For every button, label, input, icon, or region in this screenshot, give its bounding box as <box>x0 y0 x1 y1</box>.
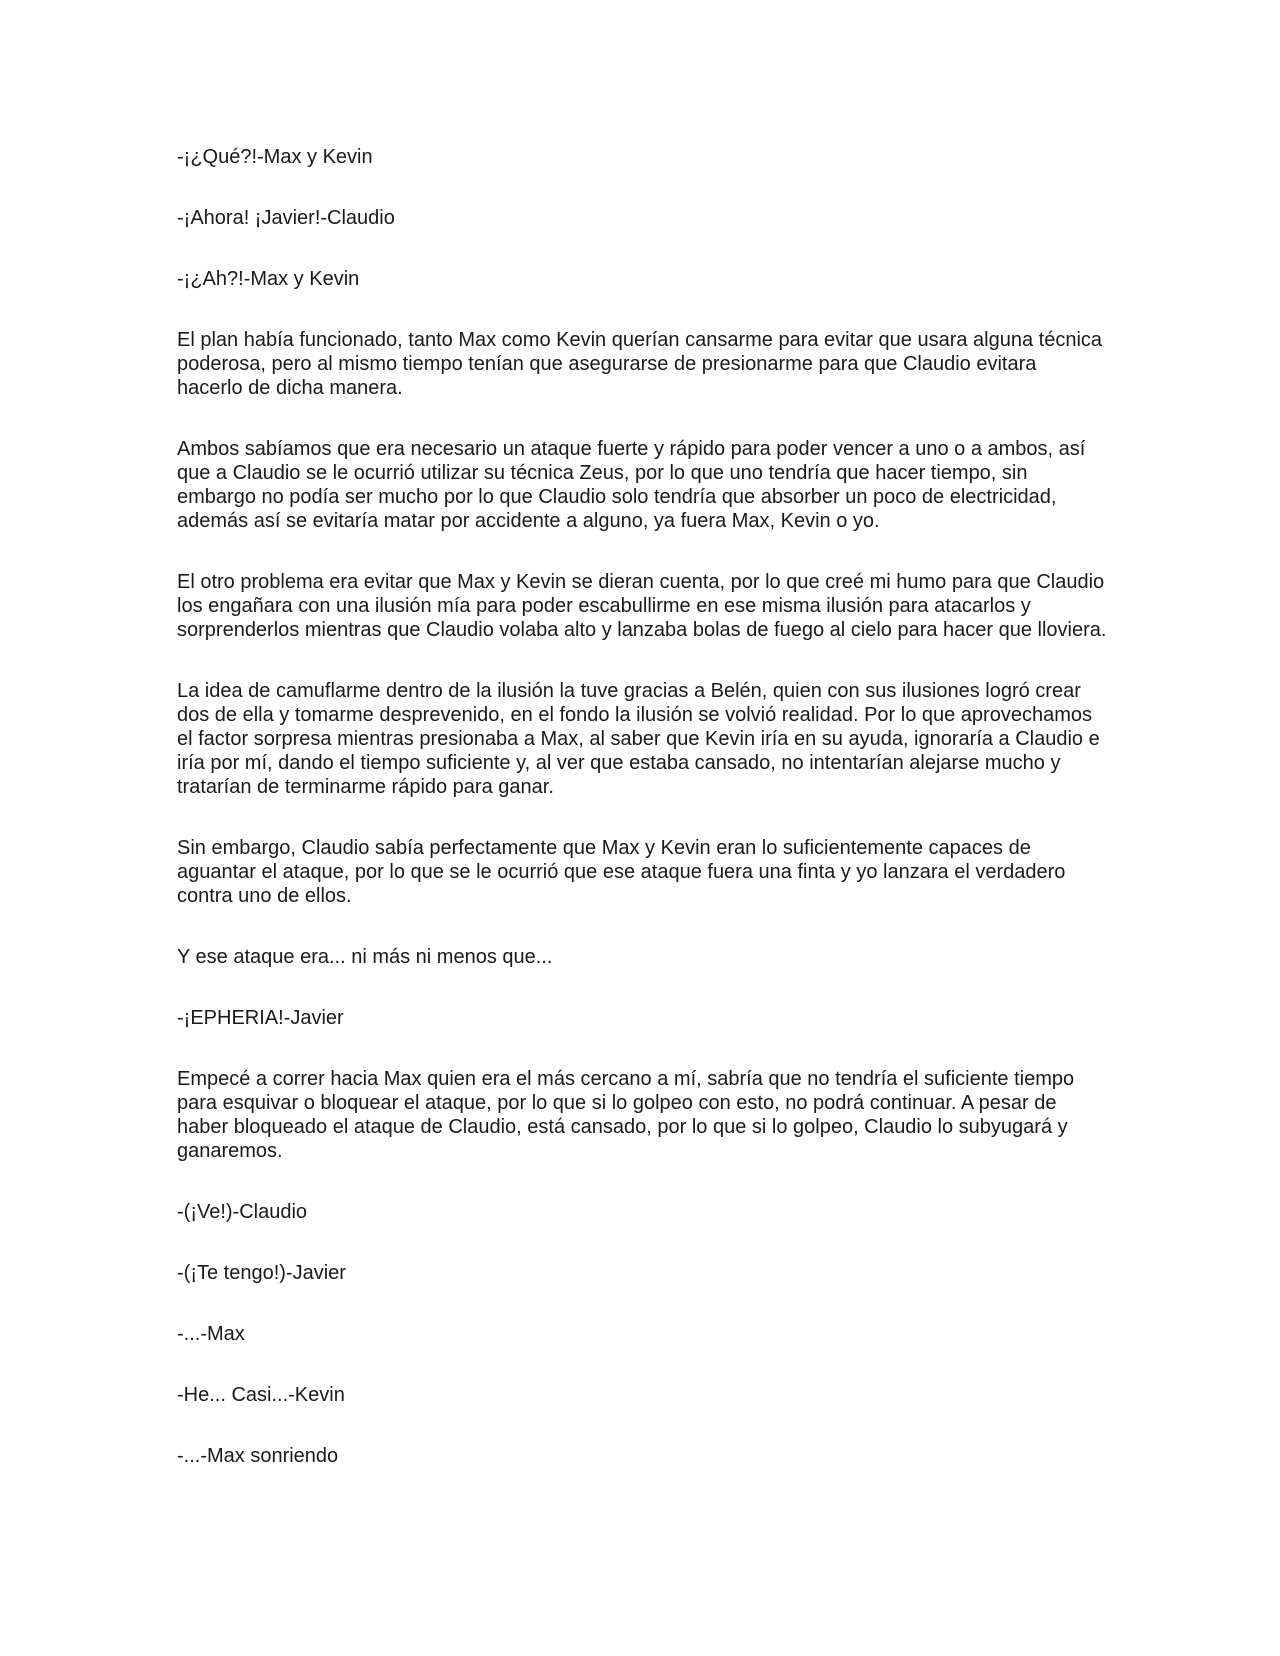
dialogue-line: -¡Ahora! ¡Javier!-Claudio <box>177 207 395 229</box>
dialogue-line: -¡¿Ah?!-Max y Kevin <box>177 268 360 290</box>
dialogue-line: -(¡Ve!)-Claudio <box>177 1201 308 1223</box>
narrative-paragraph: Empecé a correr hacia Max quien era el más cercano a mí, sabría que no tendría el suficiente tiempo para esquivar o bloquear el ataque, por lo que si lo golpeo con esto, no podrá continuar. A pesar de haber bloqueado el ataque de Claudio, está cansado, por lo que si lo golpeo, Claudio lo subyugará y ganaremos. <box>177 1068 1075 1162</box>
dialogue-line: -(¡Te tengo!)-Javier <box>177 1262 346 1284</box>
dialogue-line: -...-Max <box>177 1323 245 1345</box>
narrative-paragraph: Y ese ataque era... ni más ni menos que... <box>177 946 553 968</box>
narrative-paragraph: Sin embargo, Claudio sabía perfectamente que Max y Kevin eran lo suficientemente capaces de aguantar el ataque, por lo que se le ocurrió que ese ataque fuera una finta y yo lanzara el verdadero contra uno de ellos. <box>177 837 1066 907</box>
dialogue-line: -He... Casi...-Kevin <box>177 1384 345 1406</box>
narrative-paragraph: Ambos sabíamos que era necesario un ataque fuerte y rápido para poder vencer a uno o a ambos, así que a Claudio se le ocurrió utilizar su técnica Zeus, por lo que uno tendría que hacer tiempo, sin embargo no podía ser mucho por lo que Claudio solo tendría que absorber un poco de electricidad, además así se evitaría matar por accidente a alguno, ya fuera Max, Kevin o yo. <box>177 438 1086 532</box>
dialogue-line: -¡EPHERIA!-Javier <box>177 1007 344 1029</box>
narrative-paragraph: La idea de camuflarme dentro de la ilusión la tuve gracias a Belén, quien con sus ilusiones logró crear dos de ella y tomarme desprevenido, en el fondo la ilusión se volvió realidad. Por lo que aprovechamos el factor sorpresa mientras presionaba a Max, al saber que Kevin iría en su ayuda, ignoraría a Claudio e iría por mí, dando el tiempo suficiente y, al ver que estaba cansado, no intentarían alejarse mucho y tratarían de terminarme rápido para ganar. <box>177 680 1100 798</box>
dialogue-line: -¡¿Qué?!-Max y Kevin <box>177 146 373 168</box>
document-page <box>177 145 1107 1468</box>
dialogue-line: -...-Max sonriendo <box>177 1445 339 1467</box>
narrative-paragraph: El otro problema era evitar que Max y Kevin se dieran cuenta, por lo que creé mi humo para que Claudio los engañara con una ilusión mía para poder escabullirme en ese misma ilusión para atacarlos y sorprenderlos mientras que Claudio volaba alto y lanzaba bolas de fuego al cielo para hacer que lloviera. <box>177 571 1107 641</box>
narrative-paragraph: El plan había funcionado, tanto Max como Kevin querían cansarme para evitar que usara alguna técnica poderosa, pero al mismo tiempo tenían que asegurarse de presionarme para que Claudio evitara hacerlo de dicha manera. <box>177 329 1103 399</box>
